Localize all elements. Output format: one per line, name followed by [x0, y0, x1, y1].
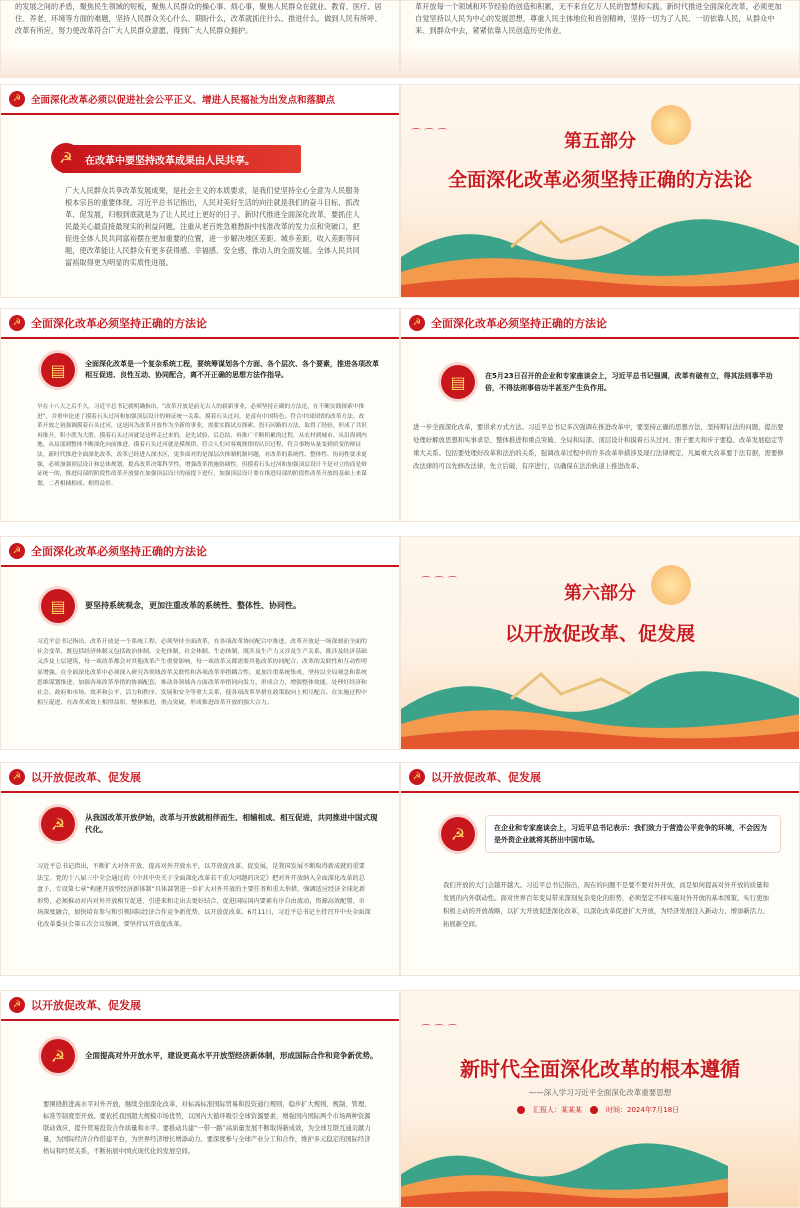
- slide-fragment-left[interactable]: [0, 0, 400, 78]
- callout-text: 全面深化改革是一个复杂系统工程，要统筹谋划各个方面、各个层次、各个要素，推进各项改革相互促进、良性互动、协同配合，离不开正确的思想方法作指导。: [85, 360, 379, 379]
- party-emblem-icon: ☭: [41, 1039, 75, 1073]
- slide-opening-3[interactable]: [0, 990, 400, 1208]
- slide-methodology-2[interactable]: [400, 308, 800, 522]
- slide-text: 革开放每一个领域和环节经验的创造和积累，无不来自亿万人民的智慧和实践。新时代推进全面深化改革，必须更加自觉坚持以人民为中心的发展思想，尊重人民主体地位和首创精神，坚持一切为了人民、一切依靠人民，从群众中来、到群众中去，紧紧依靠人民创造历史伟业。: [415, 2, 782, 35]
- slide-text: 的发展之间的矛盾，聚焦民生领域的短板，聚焦人民群众的操心事、烦心事，聚焦人民群众在就业、教育、医疗、居住、养老、环境等方面的难题，坚持人民群众关心什么、期盼什么，改革就抓住什么、推进什么，做到人民有所呼、改革有所应，努力使改革符合广大人民群众意愿、得到广大人民群众拥护。: [15, 2, 382, 35]
- slide-methodology-1[interactable]: [0, 308, 400, 522]
- slide-text: 进一步全面深化改革，要讲求方式方法。习近平总书记多次强调在推进改革中，要坚持正确的思想方法，坚持辩证法的问题，提出要处理好解放思想和实事求是、整体推进和重点突破、全局和局部、顶层设计和摸着石头过河、胆子要大和步子要稳、改革发展稳定等重大关系。包括要处理好改革和法治的关系，强调改革过程中的许多改革举措涉及现行法律规定，凡属重大改革要于法有据，需要修改法律的可以先修改法律，先立后破，有序进行，以确保在法治轨道上推进改革。: [413, 423, 784, 470]
- slide-header-title: 以开放促改革、促发展: [31, 999, 141, 1012]
- party-emblem-icon: ☭: [9, 769, 25, 785]
- slide-header: [1, 763, 399, 793]
- callout-text: 要坚持系统观念，更加注重改革的系统性、整体性、协同性。: [85, 601, 301, 610]
- key-point-callout: [41, 1039, 381, 1073]
- slide-header: [1, 309, 399, 339]
- callout-text: 在企业和专家座谈会上，习近平总书记表示：我们致力于营造公平竞争的环境，不会因为是外资企业就将其挤出中国市场。: [485, 815, 781, 853]
- part-title: 以开放促改革、促发展: [504, 623, 695, 645]
- bird-icon: ⌒ ⌒ ⌒: [411, 129, 448, 140]
- key-point-callout: [41, 807, 381, 841]
- party-emblem-icon: ☭: [9, 315, 25, 331]
- document-icon: ▤: [441, 365, 475, 399]
- party-emblem-icon: ☭: [409, 315, 425, 331]
- callout-text: 在5月23日召开的企业和专家座谈会上，习近平总书记强调，改革有破有立，得其法则事半功倍，不得法则事倍功半甚至产生负作用。: [485, 372, 773, 392]
- slide-header-title: 全面深化改革必须坚持正确的方法论: [31, 545, 207, 558]
- party-emblem-icon: ☭: [441, 817, 475, 851]
- slide-header-title: 以开放促改革、促发展: [31, 771, 141, 784]
- cover-subtitle: ——深入学习习近平全面深化改革重要思想: [528, 1088, 672, 1097]
- person-icon: [517, 1106, 525, 1114]
- key-point-callout: [441, 815, 781, 853]
- slide-closing-cover[interactable]: [400, 990, 800, 1208]
- key-point-callout: [441, 365, 781, 399]
- slide-text: 广大人民群众共享改革发展成果，是社会主义的本质要求，是我们党坚持全心全意为人民服务根本宗旨的重要体现。习近平总书记指出，人民对美好生活的向往就是我们的奋斗目标，抓改革、促发展，归根到底就是为了让人民过上更好的日子。新时代推进全面深化改革，要抓住人民最关心最直接最现实的利益问题，注重从老百姓急难愁盼中找准改革的发力点和突破口，把促进全体人民共同富裕摆在更加重要的位置，进一步解决地区差距、城乡差距、收入差距等问题，使改革能让人民群众有更多获得感、幸福感、安全感，推动人的全面发展、全体人民共同富裕取得更为明显的实质性进展。: [65, 186, 360, 267]
- date-label: 时间：2024年7月18日: [606, 1106, 680, 1114]
- bird-icon: ⌒ ⌒ ⌒: [421, 577, 458, 588]
- slide-part-five[interactable]: [400, 84, 800, 298]
- party-emblem-icon: ☭: [9, 543, 25, 559]
- party-emblem-icon: ☭: [51, 143, 81, 173]
- document-icon: ▤: [41, 589, 75, 623]
- decor-wave: [401, 47, 799, 77]
- part-number: 第五部分: [564, 131, 636, 152]
- callout-text: 从我国改革开放伊始，改革与开放就相伴而生、相辅相成、相互促进，共同推进中国式现代化。: [85, 813, 378, 834]
- part-title: 全面深化改革必须坚持正确的方法论: [447, 169, 752, 191]
- document-icon: ▤: [41, 353, 75, 387]
- decor-wave: [1, 47, 399, 77]
- mountain-illustration: [401, 187, 800, 297]
- slide-header: [1, 991, 399, 1021]
- mountain-illustration: [401, 1117, 728, 1207]
- highlight-band: 在改革中要坚持改革成果由人民共享。: [61, 145, 301, 173]
- mountain-illustration: [401, 639, 800, 749]
- slide-text: 早在十八大之后不久，习近平总书记就明确指出，“改革开放是前无古人的崭新事业，必须坚持正确的方法论，在不断实践探索中推进”，并重申论述了摸着石头过河和加强顶层设计的辩证统一关系。摸着石头过河，是富有中国特色、符合中国国情的改革方法。改革开放之初强调摸着石头过河，这是因为改革开放作为全新的事业，需要实践试点探索、投石问路的方法，取得了经验，形成了共识再推开，积小胜为大胜。摸着石头过河就是这样走过来的。是先试验、后总结、再推广不断积累的过程，从农村到城市、从沿海到内地、从局部到整体不断深化向前推进。摸着石头过河就是摸规律，符合人们对客观规律的认识过程，符合事物从量变到质变的辩证法。新时代推进全面深化改革，改革已经进入深水区，更多面对的是深层次体制机制问题，对改革的系统性、整体性、协同性要求更强，必须加强顶层设计和总体规划，提高改革决策科学性、增强改革措施协调性。但摸着石头过河和加强顶层设计不是对立的而是辩证统一的，推进局部的阶段性改革开放要在加强顶层设计的前提下进行，加强顶层设计要在推进局部的阶段性改革开放的基础上来谋划，二者相辅相成、相得益彰。: [37, 404, 367, 487]
- slide-header: [1, 85, 399, 115]
- party-emblem-icon: ☭: [9, 997, 25, 1013]
- slide-header-title: 以开放促改革、促发展: [431, 771, 541, 784]
- slide-fragment-right[interactable]: [400, 0, 800, 78]
- slide-fairness[interactable]: [0, 84, 400, 298]
- slide-methodology-3[interactable]: [0, 536, 400, 750]
- slide-text: 要围绕推进高水平对外开放，继续全面深化改革，对标高标准国际贸易和投资通行规则，稳步扩大规则、规制、管理、标准等制度型开放。要依托我国超大规模市场优势，以国内大循环吸引全球资源要素，增强国内国际两个市场两种资源联动效应，提升贸易投资合作质量和水平。要推动共建“一带一路”高质量发展不断取得新成效，为全球互联互通贡献力量，为国际经济合作搭建平台，为世界经济增长增添动力。要深度参与全球产业分工和合作，维护多元稳定的国际经济格局和经贸关系，不断拓展中国式现代化的发展空间。: [43, 1101, 371, 1156]
- slide-header-title: 全面深化改革必须坚持正确的方法论: [31, 317, 207, 330]
- slide-header-title: 全面深化改革必须以促进社会公平正义、增进人民福祉为出发点和落脚点: [31, 95, 336, 106]
- bird-icon: ⌒ ⌒ ⌒: [421, 1025, 458, 1036]
- slide-opening-1[interactable]: [0, 762, 400, 976]
- party-emblem-icon: ☭: [9, 91, 25, 107]
- party-emblem-icon: ☭: [41, 807, 75, 841]
- key-point-callout: [41, 353, 381, 387]
- callout-text: 全面提高对外开放水平，建设更高水平开放型经济新体制，形成国际合作和竞争新优势。: [85, 1051, 378, 1060]
- slide-text: 习近平总书记指出，不断扩大对外开放、提高对外开放水平，以开放促改革、促发展，是我国发展不断取得新成就的重要法宝。党的十八届三中全会通过的《中共中央关于全面深化改革若干重大问题的决定》把对外开放纳入全面深化改革的总盘子，专设第七章“构建开放型经济新体制”具体部署进一步扩大对外开放的主要任务和重大举措，强调适应经济全球化新形势，必须推动对内对外开放相互促进、引进来和走出去更好结合，促进国际国内要素有序自由流动、资源高效配置、市场深度融合，加快培育参与和引领国际经济合作竞争新优势，以开放促改革。6月11日，习近平总书记主持召开中央全面深化改革委员会第五次会议强调，要坚持以开放促改革。: [37, 863, 371, 928]
- calendar-icon: [590, 1106, 598, 1114]
- slide-opening-2[interactable]: [400, 762, 800, 976]
- party-emblem-icon: ☭: [409, 769, 425, 785]
- cover-title: 新时代全面深化改革的根本遵循: [460, 1057, 740, 1081]
- slide-header: [401, 763, 799, 793]
- slide-header: [1, 537, 399, 567]
- slide-text: 我们开放的大门会越开越大。习近平总书记指出，现在的问题不是要不要对外开放，而是如何提高对外开放的质量和发展的内外联动性。面对世界百年变局带来深刻复杂变化的形势，必须坚定不移实施对外开放的基本国策、实行更加积极主动的开放战略，以扩大开放促进深化改革，以深化改革促进扩大开放，为经济发展注入新动力、增添新活力、拓展新空间。: [443, 881, 769, 928]
- slide-part-six[interactable]: [400, 536, 800, 750]
- slide-text: 习近平总书记指出，改革开放是一个系统工程，必须坚持全面改革，在各项改革协同配合中推进。改革开放是一场深刻而全面的社会变革，既包括经济体制又包括政治体制、文化体制、社会体制、生态体制，既涉及生产力又涉及生产关系，既涉及经济基础又涉及上层建筑，每一项改革都会对其他改革产生重要影响，每一项改革又都需要其他改革协同配合，改革的关联性和互动性明显增强。在全面深化改革中必须深入研究各领域改革关联性和各项改革举措耦合性，更加注重系统集成，坚持以全局观念和系统思维谋划推进，加强各项改革举措的协调配套，推动各领域各方面改革举措同向发力、形成合力，增强整体效能，处理好经济和社会、政府和市场、效率和公平、活力和秩序、发展和安全等重大关系，使各项改革举措在政策取向上相互配合、在实施过程中相互促进、在改革成效上相得益彰，整体推进，重点突破，形成推进改革开放的强大合力。: [37, 639, 367, 707]
- slide-header: [401, 309, 799, 339]
- part-number: 第六部分: [564, 583, 636, 604]
- slide-header-title: 全面深化改革必须坚持正确的方法论: [431, 317, 607, 330]
- key-point-callout: [41, 589, 381, 623]
- speaker-label: 汇报人：某某某: [533, 1106, 582, 1114]
- cover-meta: [517, 1105, 679, 1115]
